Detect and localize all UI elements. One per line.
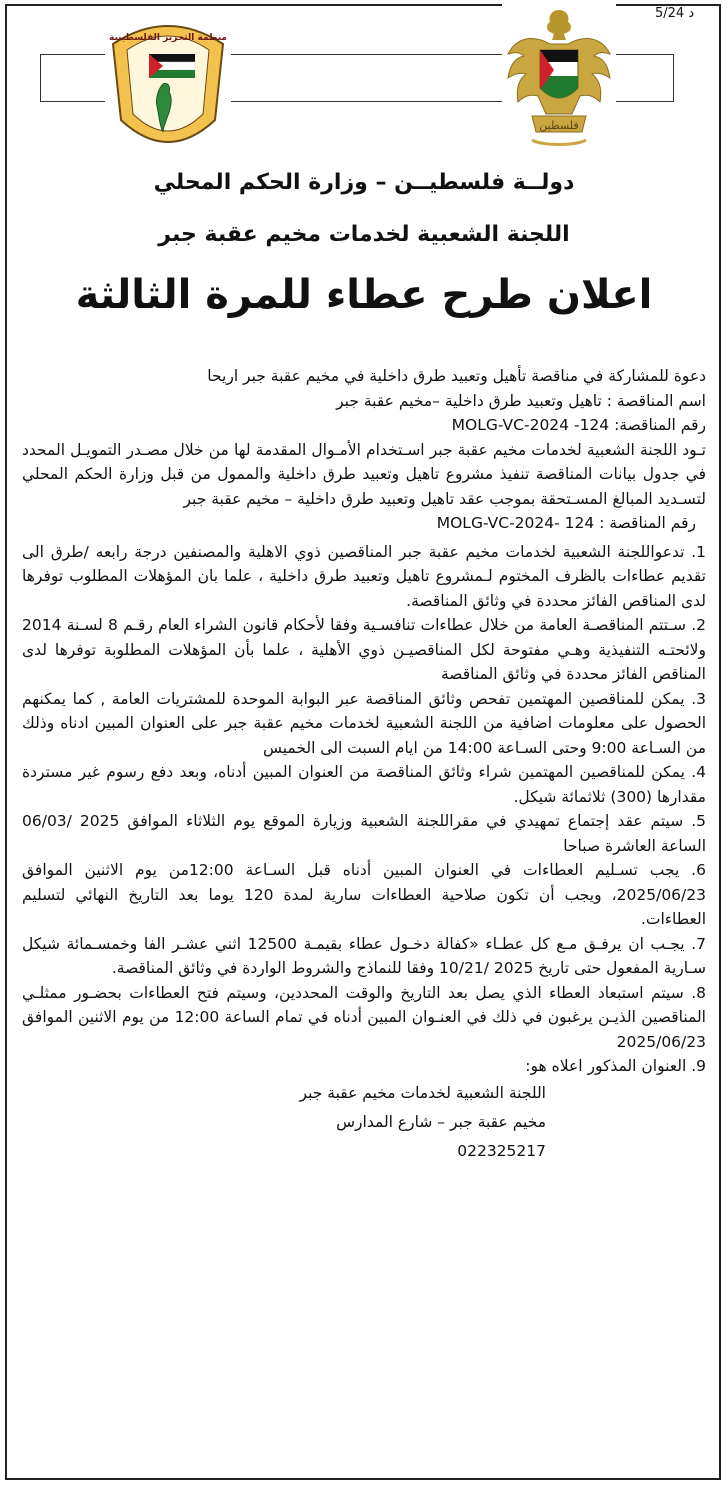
clause-5: 5. سيتم عقد إجتماع تمهيدي في مقراللجنة الشعبية وزيارة الموقع يوم الثلاثاء الموافق 2025 /06/03 الساعة العاشرة صباحا	[22, 812, 706, 855]
tender-number-line-2: رقم المناقصة : 124 -MOLG-VC-2024	[436, 514, 696, 532]
invitation-line: دعوة للمشاركة في مناقصة تأهيل وتعبيد طرق داخلية في مخيم عقبة جبر اريحا	[207, 367, 706, 385]
address-phone: 022325217	[457, 1141, 546, 1160]
plo-logo-icon	[105, 14, 231, 156]
tender-number-line: رقم المناقصة: 124- MOLG-VC-2024	[451, 416, 706, 434]
announcement-headline: اعلان طرح عطاء للمرة الثالثة	[75, 272, 653, 318]
address-block	[22, 1079, 706, 1166]
clause-1: 1. تدعواللجنة الشعبية لخدمات مخيم عقبة جبر المناقصين ذوي الاهلية والمصنفين درجة رابعه /طرق الى تقديم عطاءات بالظرف المختوم لـمشروع تاهيل وتعبيد طرق داخلية ، علما بان المؤهلات المطلوب توفرها لدى المناقص الفائز محددة في وثائق المناقصة.	[22, 542, 706, 610]
clause-2: 2. سـتتم المناقصـة العامة من خلال عطاءات تنافسـية وفقا لأحكام قانون الشراء العام رقـم 8 لسـنة 2014 ولائحتـه التنفيذية وهـي مفتوحة لكل المناقصيـن ذوي الأهلية ، علما بأن المؤهلات المطلوبة توفرها لدى المناقص الفائز محددة في وثائق المناقصة	[22, 616, 706, 683]
clause-4: 4. يمكن للمناقصين المهتمين شراء وثائق المناقصة من العنوان المبين أدناه، وبعد دفع رسوم غير مستردة مقدارها (300) ثلاثمائة شيكل.	[22, 763, 706, 806]
page-reference: 5/24 د	[655, 6, 695, 21]
clause-8: 8. سيتم استبعاد العطاء الذي يصل بعد التاريخ والوقت المحددين، وسيتم فتح العطاءات بحضـور ممثلـي المناقصين الذيـن يرغبون في ذلك في العنـوان المبين أدناه في تمام الساعة 12:00 من يوم الاثنين الموافق 2025/06/23	[22, 983, 706, 1051]
committee-title: اللجنة الشعبية لخدمات مخيم عقبة جبر	[158, 222, 570, 247]
address-street: مخيم عقبة جبر – شارع المدارس	[336, 1112, 546, 1131]
clause-9: 9. العنوان المذكور اعلاه هو:	[525, 1057, 706, 1075]
address-committee: اللجنة الشعبية لخدمات مخيم عقبة جبر	[299, 1083, 546, 1102]
clause-3: 3. يمكن للمناقصين المهتمين تفحص وثائق المناقصة عبر البوابة الموحدة للمشتريات العامة , كما يمكنهم الحصول على معلومات اضافية من اللجنة الشعبية لخدمات مخيم عقبة جبر على العنوان المبين ادناه وذلك من السـاعة 9:00 وحتى السـاعة 14:00 من ايام السبت الى الخميس	[22, 689, 706, 757]
clause-7: 7. يجـب ان يرفـق مـع كل عطـاء «كفالة دخـول عطاء بقيمـة 12500 اثني عشـر الفا وخمسـمائة شيكل سـارية المفعول حتى تاريخ 2025 /10/21 وفقا للنماذج والشروط الواردة في وثائق المناقصة.	[22, 934, 707, 977]
tender-name-line: اسم المناقصة : تاهيل وتعبيد طرق داخلية –مخيم عقبة جبر	[336, 391, 706, 410]
palestine-eagle-emblem-icon	[502, 4, 616, 154]
announcement-body	[22, 364, 706, 1166]
plo-logo-caption: منظمة التحرير الفلسطينية	[109, 33, 227, 43]
intro-paragraph: تـود اللجنة الشعبية لخدمات مخيم عقبة جبر اسـتخدام الأمـوال المقدمة لها من خلال مصـدر التمويـل المحدد في جدول بيانات المناقصة تنفيذ مشروع تاهيل وتعبيد طرق داخلية والممول من قبل وزارة الحكم المحلي لتسـديد المبالغ المسـتحقة بموجب عقد تاهيل وتعبيد طرق داخلية – مخيم عقبة جبر	[22, 440, 706, 508]
ministry-title: دولــة فلسطيــن – وزارة الحكم المحلي	[153, 170, 575, 195]
emblem-caption: فلسطين	[539, 119, 579, 132]
clause-6: 6. يجب تسـليم العطاءات في العنوان المبين أدناه قبل السـاعة 12:00من يوم الاثنين الموافق 2025/06/23، ويجب أن تكون صلاحية العطاءات سارية لمدة 120 يوما بعد التاريخ النهائي لتسليم العطاءات.	[22, 861, 706, 928]
